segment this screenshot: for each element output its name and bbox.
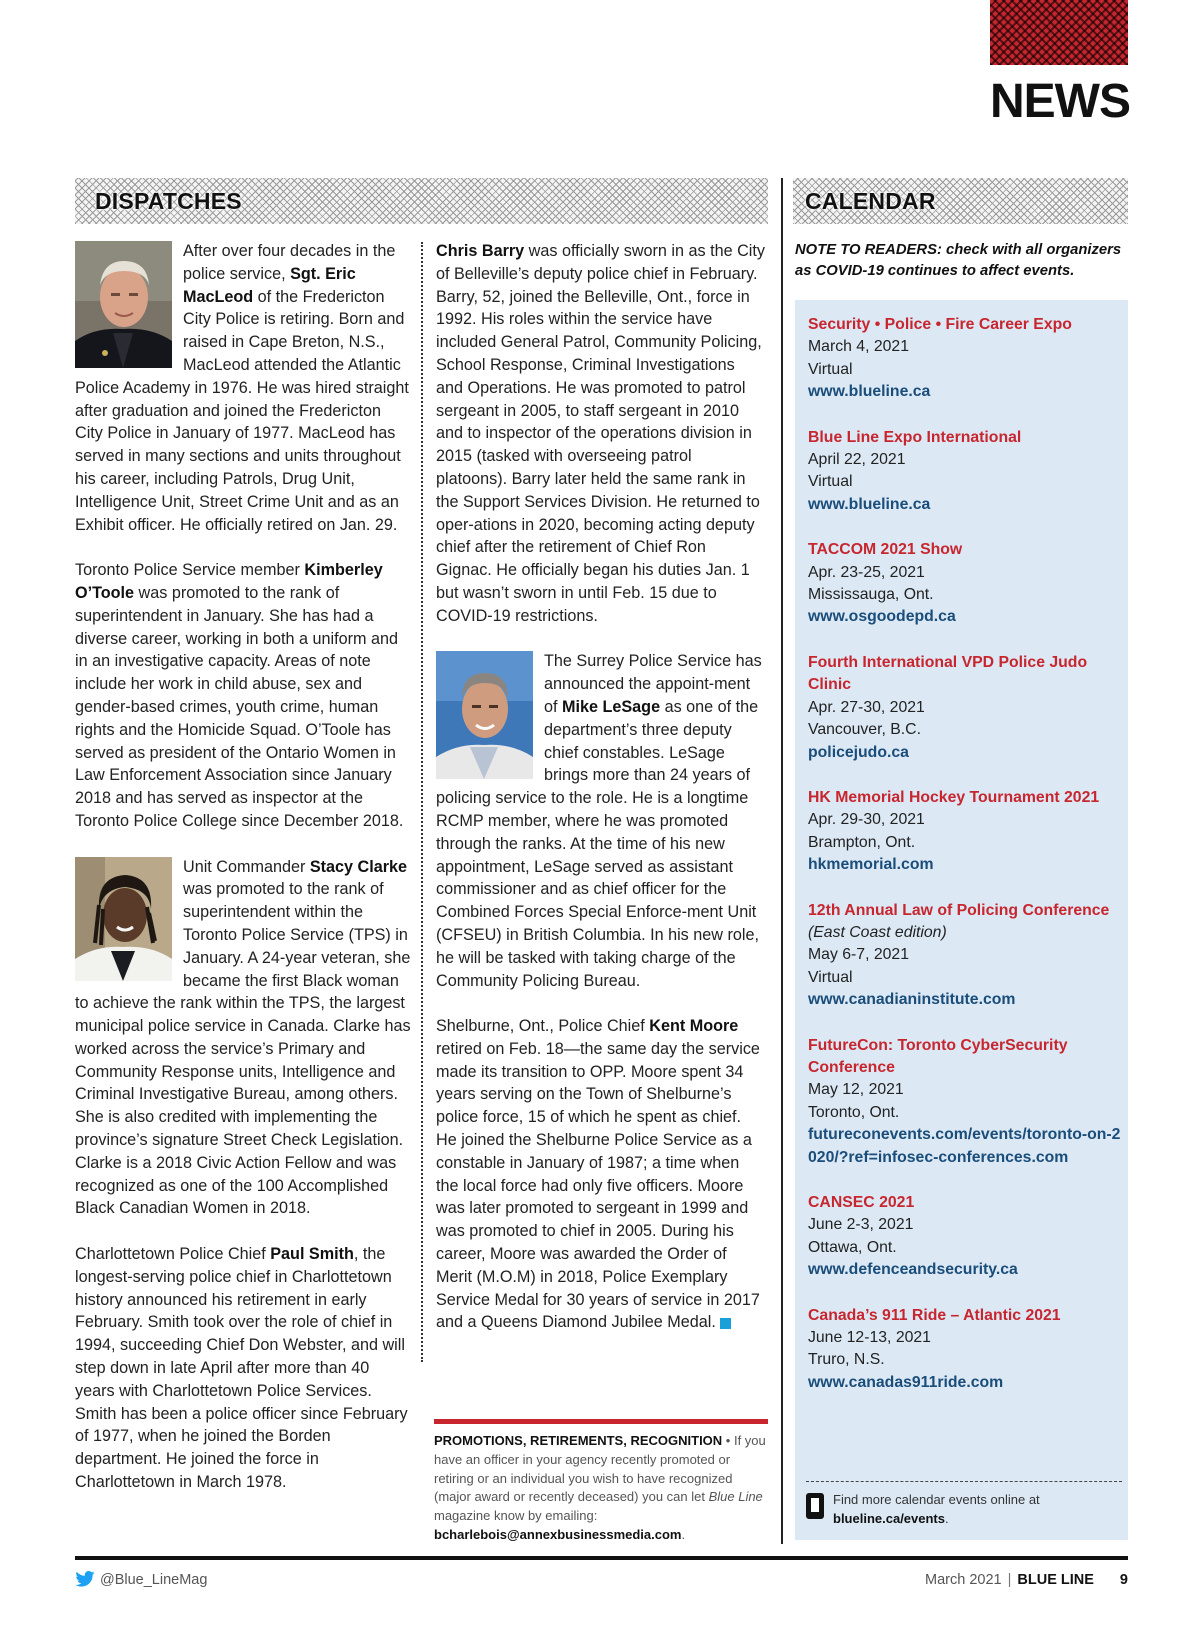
calendar-note: NOTE TO READERS: check with all organizers as COVID-19 continues to affect events. (795, 242, 1122, 279)
event-link[interactable]: www.blueline.ca (808, 383, 931, 401)
event-location: Vancouver, B.C. (808, 721, 921, 739)
event-link[interactable]: www.canadianinstitute.com (808, 991, 1016, 1009)
event-location: Ottawa, Ont. (808, 1238, 897, 1256)
dispatches-header (75, 178, 768, 224)
calendar-events-link[interactable]: blueline.ca/events (833, 1510, 945, 1526)
calendar-divider (806, 1481, 1122, 1482)
calendar-event (808, 652, 1126, 764)
event-date: Apr. 27-30, 2021 (808, 698, 925, 716)
magazine-name: BLUE LINE (1017, 1572, 1094, 1588)
twitter-handle[interactable]: @Blue_LineMag (100, 1572, 208, 1588)
end-of-article-icon (720, 1318, 731, 1329)
event-link[interactable]: futureconevents.com/events/toronto-on-2020/?ref=infosec-conferences.com (808, 1126, 1121, 1166)
officer-name: Mike LeSage (562, 697, 661, 716)
column-divider (781, 178, 783, 1544)
event-location: Virtual (808, 473, 853, 491)
event-name: FutureCon: Toronto CyberSecurity Conference (808, 1036, 1068, 1076)
twitter-icon (75, 1571, 95, 1587)
calendar-event (808, 539, 1126, 629)
event-date: Apr. 23-25, 2021 (808, 563, 925, 581)
event-subtitle: (East Coast edition) (808, 923, 947, 941)
event-name: Fourth International VPD Police Judo Clinic (808, 653, 1088, 694)
event-location: Brampton, Ont. (808, 833, 916, 851)
event-name: 12th Annual Law of Policing Conference (808, 901, 1110, 919)
photo-lesage (436, 651, 533, 779)
event-name: CANSEC 2021 (808, 1194, 915, 1211)
event-date: May 12, 2021 (808, 1081, 904, 1099)
promo-email-link[interactable]: bcharlebois@annexbusinessmedia.com (434, 1526, 682, 1542)
event-location: Virtual (808, 360, 853, 378)
dotted-column-divider (421, 242, 423, 1362)
calendar-header (793, 178, 1128, 224)
footer-social (75, 1570, 207, 1590)
calendar-event (808, 1192, 1126, 1282)
calendar-event (808, 900, 1126, 1012)
calendar-event (808, 1305, 1126, 1395)
issue-date: March 2021 (925, 1572, 1002, 1588)
officer-name: Paul Smith (270, 1245, 354, 1264)
event-location: Toronto, Ont. (808, 1103, 900, 1121)
event-link[interactable]: policejudo.ca (808, 743, 909, 761)
dispatches-title: DISPATCHES (95, 188, 242, 214)
page-number: 9 (1119, 1572, 1128, 1588)
mobile-phone-icon (806, 1493, 824, 1519)
footer-rule (75, 1556, 1128, 1560)
event-date: March 4, 2021 (808, 338, 909, 356)
event-location: Mississauga, Ont. (808, 586, 934, 604)
officer-name: Chris Barry (436, 242, 525, 260)
event-name: TACCOM 2021 Show (808, 541, 963, 559)
calendar-event (808, 427, 1126, 517)
event-date: May 6-7, 2021 (808, 946, 909, 964)
officer-name: Kimberley O’Toole (75, 561, 383, 602)
calendar-events (808, 314, 1126, 1417)
calendar-event (808, 314, 1126, 404)
event-location: Truro, N.S. (808, 1351, 885, 1369)
article-macleod: After over four decades in the police service, Sgt. Eric MacLeod of the Fredericton City Police is retiring. Born and raised in Cape Breton, N.S., MacLeod attended the Atlantic Police Academy in 1976. He was hired straight after graduation and joined the Fredericton City Police in January of 1977. MacLeod has served in many sections and units throughout his career, including Patrols, Drug Unit, Intelligence Unit, Street Crime Unit and as an Exhibit officer. He officially retired on Jan. 29. (75, 242, 409, 534)
article-barry: Chris Barry was officially sworn in as the City of Belleville’s deputy police chief in February. Barry, 52, joined the Belleville, Ont., force in 1992. His roles within the service have included General Patrol, Community Policing, School Response, Criminal Investigations and Operations. He was promoted to patrol sergeant in 2005, to staff sergeant in 2010 and to inspector of the operations division in 2015 (tasked with overseeing patrol platoons). Barry later held the same rank in the Support Services Division. He returned to oper-ations in 2020, becoming acting deputy chief after the retirement of Chief Ron Gignac. He officially began his duties Jan. 1 but wasn’t sworn in until Feb. 15 due to COVID-19 restrictions. (436, 242, 765, 625)
article-lesage: The Surrey Police Service has announced the appoint-ment of Mike LeSage as one of the department’s three deputy chief constables. LeSage brings more than 24 years of policing service to the role. He is a longtime RCMP member, where he was promoted through the ranks. At the time of his new appointment, LeSage served as assistant commissioner and as chief officer for the Combined Forces Special Enforce-ment Unit (CFSEU) in British Columbia. In his new role, he will be tasked with taking charge of the Community Policing Bureau. (436, 652, 762, 990)
article-clarke: Unit Commander Stacy Clarke was promoted to the rank of superintendent within the Toronto Police Service (TPS) in January. A 24-year veteran, she became the first Black woman to achieve the rank within the TPS, the largest municipal police service in Canada. Clarke has worked across the service’s Primary and Community Response units, Intelligence and Criminal Investigative Bureau, among others. She is also credited with implementing the province’s signature Street Check Legislation. Clarke is a 2018 Civic Action Fellow and was recognized as one of the 100 Accomplished Black Canadian Women in 2018. (75, 857, 411, 1218)
section-title: NEWS (990, 75, 1130, 128)
event-date: April 22, 2021 (808, 451, 906, 469)
calendar-event (808, 1035, 1126, 1169)
officer-name: Sgt. Eric MacLeod (183, 264, 356, 306)
promo-heading: PROMOTIONS, RETIREMENTS, RECOGNITION (434, 1433, 723, 1448)
event-name: Security • Police • Fire Career Expo (808, 316, 1072, 333)
calendar-title: CALENDAR (805, 188, 936, 214)
promotions-notice: PROMOTIONS, RETIREMENTS, RECOGNITION • If you have an officer in your agency recently promoted or retiring or an individual you wish to have recognized (major award or recently deceased) you can let Blue Line magazine know by emailing: bcharlebois@annexbusinessmedia.com. (434, 1433, 766, 1542)
event-link[interactable]: www.osgoodepd.ca (808, 608, 956, 626)
event-name: HK Memorial Hockey Tournament 2021 (808, 788, 1100, 806)
dispatches-column-2 (436, 240, 766, 1334)
officer-name: Kent Moore (649, 1017, 739, 1036)
dispatches-column-1 (75, 240, 411, 1494)
portrait-lesage-icon (436, 651, 533, 779)
article-otoole: Toronto Police Service member Kimberley O’Toole was promoted to the rank of superintendent in January. She has had a diverse career, working in both a uniform and in an investigative capacity. Areas of note include her work in child abuse, sex and gender-based crimes, youth crime, human rights and the Homicide Squad. O’Toole has served as president of the Ontario Women in Law Enforcement Association since January 2018 and has served as inspector at the Toronto Police College since December 2018. (75, 561, 404, 830)
footer-folio: March 2021 | BLUE LINE 9 (925, 1572, 1128, 1588)
portrait-macleod-icon (75, 241, 172, 368)
event-link[interactable]: hkmemorial.com (808, 856, 934, 874)
event-name: Blue Line Expo International (808, 428, 1022, 446)
article-moore: Shelburne, Ont., Police Chief Kent Moore retired on Feb. 18—the same day the service made its transition to OPP. Moore spent 34 years serving on the Town of Shelburne’s police force, 15 of which he spent as chief. He joined the Shelburne Police Service as a constable in January of 1987; a time when the local force had only five officers. Moore was later promoted to sergeant in 1999 and was promoted to chief in 2005. During his career, Moore was awarded the Order of Merit (M.O.M) in 2018, Police Exemplary Service Medal for 30 years of service in 2017 and a Queens Diamond Jubilee Medal. (436, 1017, 760, 1332)
officer-name: Stacy Clarke (309, 857, 408, 876)
event-link[interactable]: www.blueline.ca (808, 495, 931, 513)
magazine-name: Blue Line (708, 1489, 763, 1505)
photo-macleod (75, 241, 172, 368)
event-location: Virtual (808, 968, 853, 986)
event-link[interactable]: www.defenceandsecurity.ca (808, 1261, 1018, 1279)
calendar-event (808, 787, 1126, 877)
event-link[interactable]: www.canadas911ride.com (808, 1373, 1004, 1391)
event-name: Canada’s 911 Ride – Atlantic 2021 (808, 1306, 1061, 1324)
portrait-clarke-icon (75, 857, 172, 981)
article-smith: Charlottetown Police Chief Paul Smith, the longest-serving police chief in Charlottetown history announced his retirement in early February. Smith took over the role of chief in 1994, succeeding Chief Don Webster, and will step down in late April after more than 40 years with Charlottetown Police Services. Smith has been a police officer since February of 1977, when he joined the Borden department. He joined the force in Charlottetown in March 1978. (75, 1245, 408, 1492)
event-date: June 2-3, 2021 (808, 1216, 914, 1234)
photo-clarke (75, 857, 172, 981)
promo-rule (434, 1419, 768, 1424)
event-date: June 12-13, 2021 (808, 1329, 931, 1347)
calendar-more-events: Find more calendar events online at blueline.ca/events. (806, 1491, 1122, 1528)
event-date: Apr. 29-30, 2021 (808, 811, 925, 829)
news-section-tab (990, 0, 1128, 65)
